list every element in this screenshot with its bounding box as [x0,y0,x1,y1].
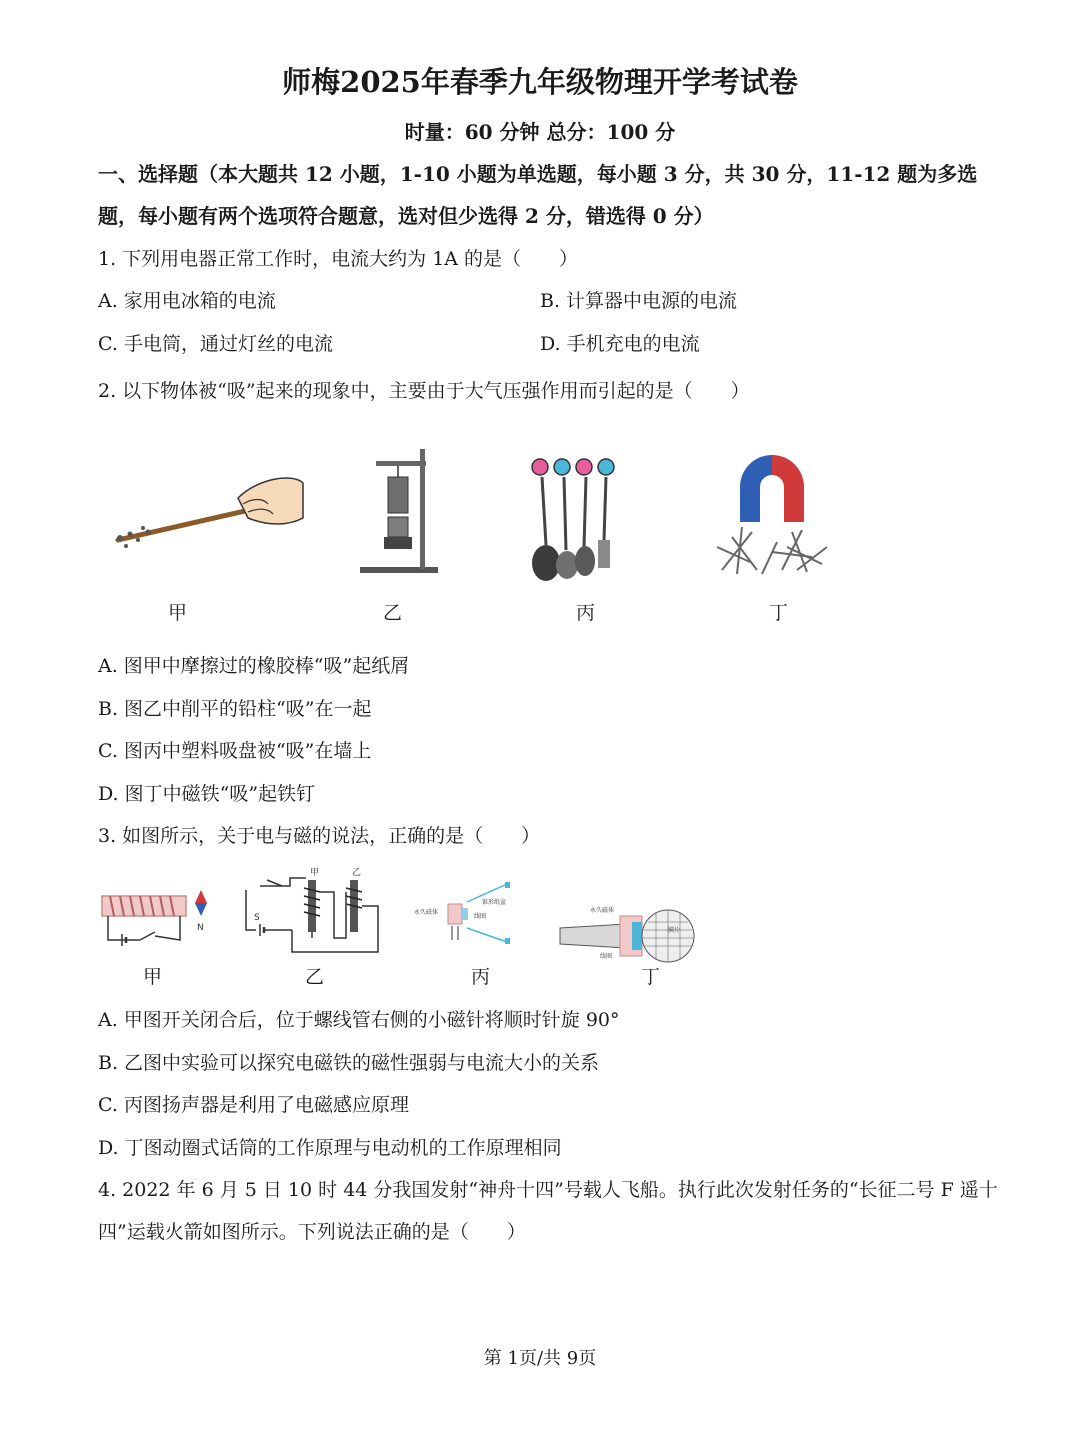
q3-yi-nail-jia: 甲 [310,868,320,878]
q2-figure-jia [108,468,308,558]
q1-option-a: A. 家用电冰箱的电流 [98,290,276,312]
q1-option-d: D. 手机充电的电流 [540,333,700,355]
q3-bing-coil: 线圈 [474,913,487,920]
q2-option-b: B. 图乙中削平的铅柱“吸”在一起 [98,698,372,720]
section-heading-line1: 一、选择题（本大题共 12 小题，1-10 小题为单选题，每小题 3 分，共 30 分，11-12 题为多选 [98,162,978,186]
q3-figure-jia [100,888,215,950]
q3-bing-cone: 锥形纸盆 [482,899,507,906]
q4-stem-line1: 4. 2022 年 6 月 5 日 10 时 44 分我国发射“神舟十四”号载人飞船。执行此次发射任务的“长征二号 F 遥十 [98,1179,998,1201]
q2-option-a: A. 图甲中摩擦过的橡胶棒“吸”起纸屑 [98,655,410,677]
section-heading-line2: 题，每小题有两个选项符合题意，选对但少选得 2 分，错选得 0 分） [98,204,714,228]
q3-option-b: B. 乙图中实验可以探究电磁铁的磁性强弱与电流大小的关系 [98,1052,600,1074]
q3-label-ding: 丁 [641,966,661,988]
q3-option-a: A. 甲图开关闭合后，位于螺线管右侧的小磁针将顺时针旋 90° [98,1009,620,1031]
q3-figure-ding [556,898,696,966]
q3-ding-film: 膜片 [668,927,681,934]
q3-option-d: D. 丁图动圈式话筒的工作原理与电动机的工作原理相同 [98,1137,562,1159]
q3-label-yi: 乙 [305,966,325,988]
q2-label-yi: 乙 [383,602,403,624]
q3-figure-yi [242,866,384,958]
q3-option-c: C. 丙图扬声器是利用了电磁感应原理 [98,1094,409,1116]
q2-figure-ding [712,452,832,577]
exam-meta: 时量：60 分钟 总分：100 分 [404,120,676,144]
q2-option-c: C. 图丙中塑料吸盘被“吸”在墙上 [98,740,372,762]
q1-stem: 1. 下列用电器正常工作时，电流大约为 1A 的是（ ） [98,248,579,270]
q2-label-ding: 丁 [769,602,789,624]
q3-bing-magnet: 永久磁体 [414,909,439,916]
q3-yi-switch: S [254,913,260,923]
q4-stem-line2: 四”运载火箭如图所示。下列说法正确的是（ ） [98,1221,526,1243]
q3-label-jia: 甲 [143,966,163,988]
q2-option-d: D. 图丁中磁铁“吸”起铁钉 [98,783,316,805]
q3-label-bing: 丙 [471,966,491,988]
q2-stem: 2. 以下物体被“吸”起来的现象中，主要由于大气压强作用而引起的是（ ） [98,380,750,402]
page-footer: 第 1页/共 9页 [483,1348,597,1369]
exam-title: 师梅2025年春季九年级物理开学考试卷 [282,65,798,99]
q3-ding-coil: 线圈 [600,953,613,960]
q3-jia-n-pole: N [197,923,204,933]
q2-figure-bing [524,455,624,585]
q3-figure-bing [412,880,532,950]
q2-label-bing: 丙 [576,602,596,624]
q1-option-c: C. 手电筒，通过灯丝的电流 [98,333,333,355]
q3-stem: 3. 如图所示，关于电与磁的说法，正确的是（ ） [98,825,541,847]
q3-ding-magnet: 永久磁体 [590,907,615,914]
q3-yi-nail-yi: 乙 [352,868,362,878]
q1-option-b: B. 计算器中电源的电流 [540,290,738,312]
q2-figure-yi [358,445,448,575]
q2-label-jia: 甲 [168,602,188,624]
